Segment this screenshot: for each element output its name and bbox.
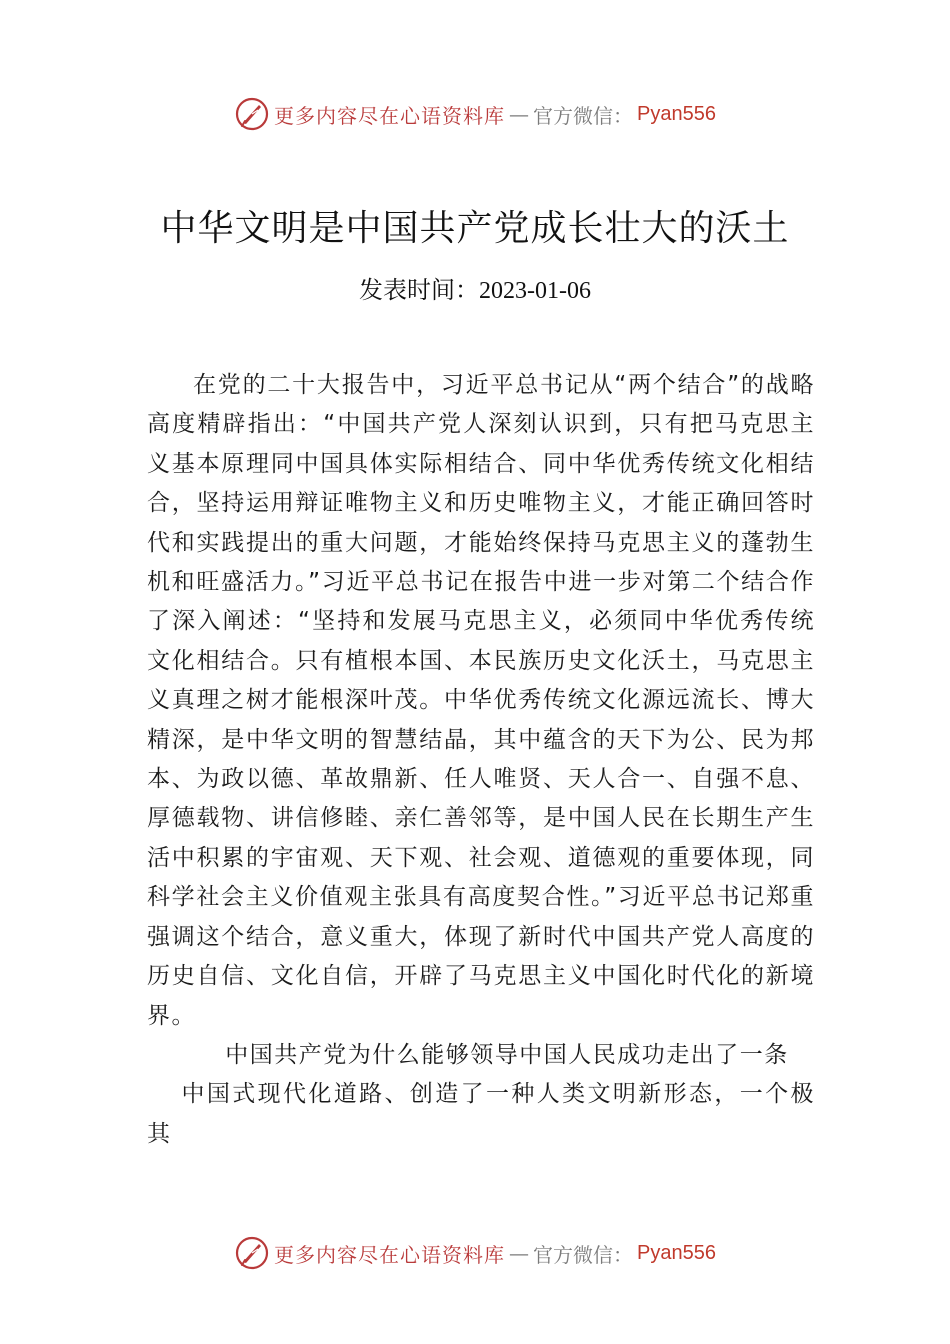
paragraph-line: 中国式现代化道路、创造了一种人类文明新形态，一个极其 (147, 1081, 815, 1147)
wechat-id: Pyan556 (637, 102, 716, 125)
header-banner (0, 94, 950, 134)
article-body (147, 366, 815, 1154)
wechat-id: Pyan556 (637, 1241, 716, 1264)
promo-text: 更多内容尽在心语资料库 (274, 103, 506, 128)
paragraph (147, 1036, 815, 1154)
paragraph-line: 中国共产党为什么能够领导中国人民成功走出了一条 (225, 1041, 789, 1068)
publish-date (0, 270, 950, 305)
wechat-label: 官方微信： (533, 103, 634, 128)
quill-logo-icon (234, 96, 270, 132)
banner-separator: — (509, 102, 530, 126)
paragraph: 在党的二十大报告中，习近平总书记从“两个结合”的战略高度精辟指出：“中国共产党人深刻认识到，只有把马克思主义基本原理同中国具体实际相结合、同中华优秀传统文化相结合，坚持运用辩证唯物主义和历史唯物主义，才能正确回答时代和实践提出的重大问题，才能始终保持马克思主义的蓬勃生机和旺盛活力。”习近平总书记在报告中进一步对第二个结合作了深入阐述：“坚持和发展马克思主义，必须同中华优秀传统文化相结合。只有植根本国、本民族历史文化沃土，马克思主义真理之树才能根深叶茂。中华优秀传统文化源远流长、博大精深，是中华文明的智慧结晶，其中蕴含的天下为公、民为邦本、为政以德、革故鼎新、任人唯贤、天人合一、自强不息、厚德载物、讲信修睦、亲仁善邻等，是中国人民在长期生产生活中积累的宇宙观、天下观、社会观、道德观的重要体现，同科学社会主义价值观主张具有高度契合性。”习近平总书记郑重强调这个结合，意义重大，体现了新时代中国共产党人高度的历史自信、文化自信，开辟了马克思主义中国化时代化的新境界。 (147, 372, 815, 1029)
footer-banner (0, 1233, 950, 1273)
date-value: 2023-01-06 (479, 278, 591, 304)
article-title: 中华文明是中国共产党成长壮大的沃土 (160, 208, 790, 249)
banner-separator: — (509, 1241, 530, 1265)
date-label: 发表时间： (359, 276, 479, 304)
quill-logo-icon (234, 1235, 270, 1271)
promo-text: 更多内容尽在心语资料库 (274, 1242, 506, 1267)
wechat-label: 官方微信： (533, 1242, 634, 1267)
